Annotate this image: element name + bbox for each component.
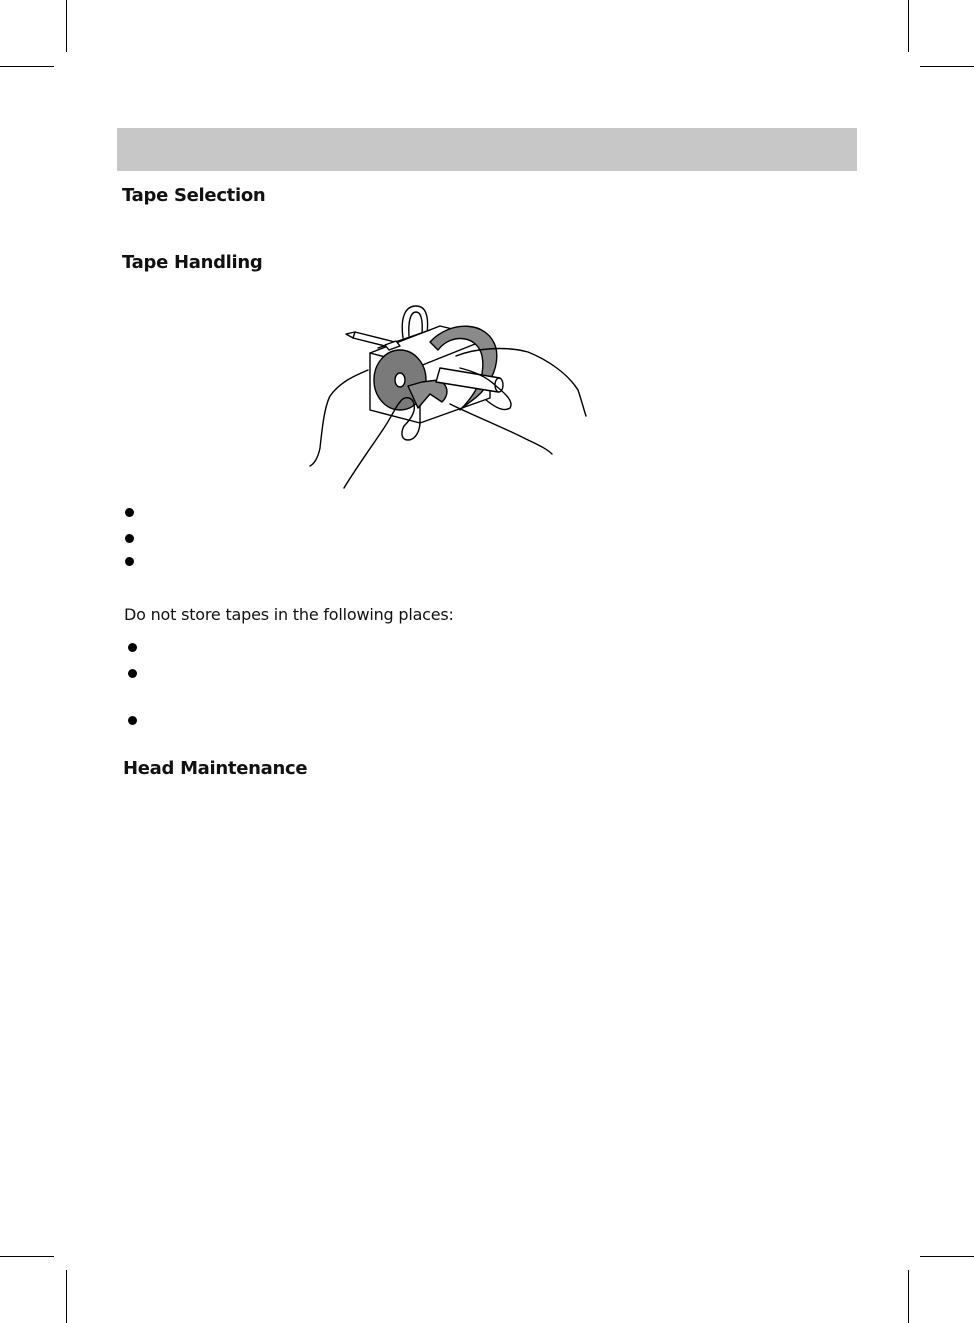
tape-selection-heading: Tape Selection [122, 185, 266, 206]
crop-mark [920, 1256, 974, 1257]
bullet-point [128, 643, 137, 652]
storage-warning-heading: Do not store tapes in the following places: [124, 605, 454, 624]
bullet-point [125, 534, 134, 543]
crop-mark [0, 66, 54, 67]
hands-winding-cassette-with-pencil-icon [300, 298, 600, 493]
crop-mark [920, 66, 974, 67]
bullet-point [125, 557, 134, 566]
crop-mark [66, 0, 67, 52]
bullet-point [125, 508, 134, 517]
crop-mark [0, 1256, 54, 1257]
crop-mark [908, 0, 909, 52]
bullet-point [128, 669, 137, 678]
crop-mark [908, 1270, 909, 1323]
crop-mark [66, 1270, 67, 1323]
bullet-point [128, 716, 137, 725]
head-maintenance-heading: Head Maintenance [123, 758, 308, 779]
tape-handling-heading: Tape Handling [122, 252, 263, 273]
section-header-band [117, 128, 857, 171]
